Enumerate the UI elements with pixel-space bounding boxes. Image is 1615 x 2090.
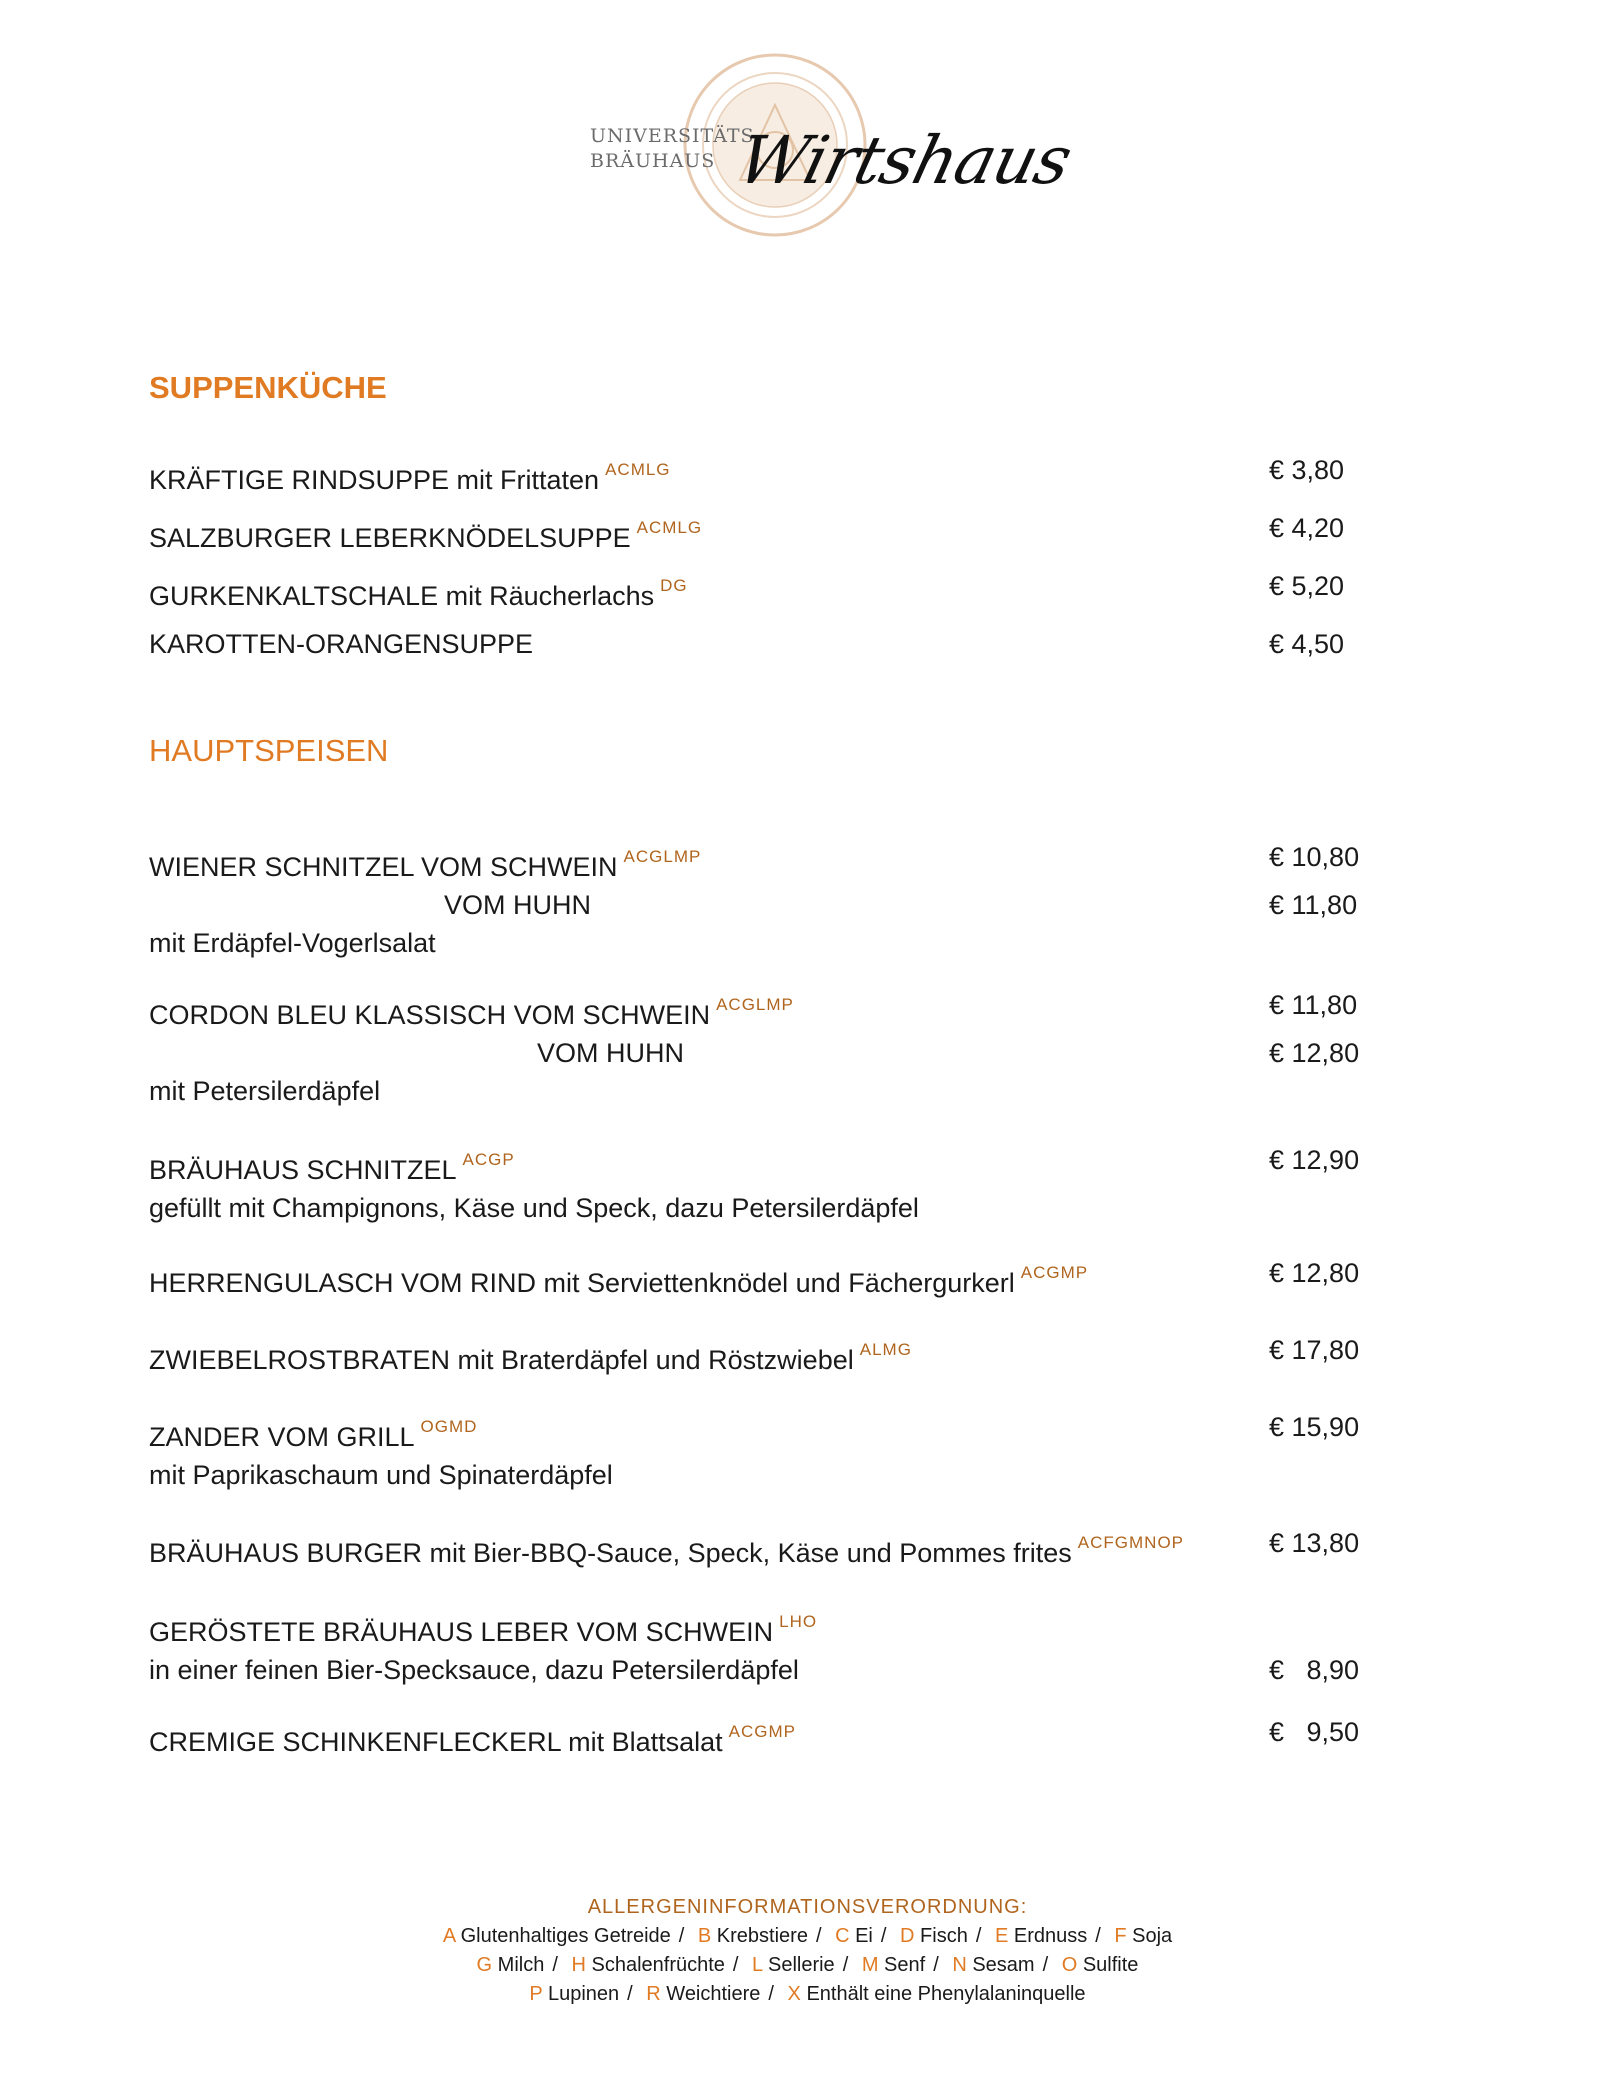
allergen-code: C bbox=[835, 1925, 850, 1947]
item-variant bbox=[149, 1034, 1369, 1072]
allergen-code: E bbox=[994, 1925, 1009, 1947]
allergen-code: P bbox=[529, 1983, 543, 2005]
allergen-legend bbox=[0, 1893, 1615, 2009]
item-price: € 10,80 bbox=[1269, 842, 1360, 872]
menu-item bbox=[149, 1141, 1369, 1227]
allergen-codes: ACGLMP bbox=[623, 847, 702, 866]
allergen-codes: ACGMP bbox=[1020, 1263, 1089, 1282]
item-price: € 12,80 bbox=[1269, 1258, 1360, 1288]
allergen-code: M bbox=[861, 1954, 879, 1976]
allergen-code: L bbox=[752, 1954, 763, 1976]
menu-item bbox=[149, 625, 1369, 663]
item-name: BRÄUHAUS BURGER mit Bier-BBQ-Sauce, Speck, Käse und Pommes frites bbox=[149, 1538, 1072, 1568]
allergen-label: Ei bbox=[855, 1925, 873, 1947]
allergen-label: Sellerie bbox=[767, 1954, 835, 1976]
allergen-codes: ACMLG bbox=[605, 460, 671, 479]
item-name: HERRENGULASCH VOM RIND mit Serviettenknödel und Fächergurkerl bbox=[149, 1268, 1015, 1298]
section-title-mains: HAUPTSPEISEN bbox=[149, 733, 389, 768]
allergen-label: Glutenhaltiges Getreide bbox=[460, 1925, 671, 1947]
allergen-code: D bbox=[900, 1925, 915, 1947]
menu-item bbox=[149, 1524, 1369, 1572]
allergen-code: O bbox=[1061, 1954, 1078, 1976]
item-price: € 12,90 bbox=[1269, 1145, 1360, 1175]
item-price: € 17,80 bbox=[1269, 1335, 1360, 1365]
section-title-soups: SUPPENKÜCHE bbox=[149, 370, 387, 405]
item-price: € 8,90 bbox=[1269, 1655, 1360, 1685]
item-name: SALZBURGER LEBERKNÖDELSUPPE bbox=[149, 523, 631, 553]
allergen-codes: ACGP bbox=[462, 1150, 515, 1169]
allergen-codes: ACGMP bbox=[728, 1722, 796, 1741]
item-price: € 3,80 bbox=[1269, 455, 1345, 485]
allergen-codes: ACFGMNOP bbox=[1077, 1533, 1185, 1552]
item-price: € 4,20 bbox=[1269, 513, 1345, 543]
allergen-label: Schalenfrüchte bbox=[591, 1954, 725, 1976]
variant-name: VOM HUHN bbox=[537, 1038, 684, 1068]
allergen-label: Enthält eine Phenylalaninquelle bbox=[806, 1983, 1086, 2005]
allergen-label: Lupinen bbox=[547, 1983, 620, 2005]
item-name: KAROTTEN-ORANGENSUPPE bbox=[149, 629, 534, 659]
item-name: CORDON BLEU KLASSISCH VOM SCHWEIN bbox=[149, 1000, 711, 1030]
variant-price: € 12,80 bbox=[1269, 1038, 1360, 1068]
allergen-label: Soja bbox=[1132, 1925, 1173, 1947]
menu-item bbox=[149, 1603, 1369, 1689]
allergen-code: B bbox=[697, 1925, 712, 1947]
item-name: WIENER SCHNITZEL VOM SCHWEIN bbox=[149, 852, 618, 882]
item-price: € 13,80 bbox=[1269, 1528, 1360, 1558]
allergen-label: Weichtiere bbox=[666, 1983, 761, 2005]
allergen-code: R bbox=[646, 1983, 661, 2005]
item-name: ZWIEBELROSTBRATEN mit Braterdäpfel und Röstzwiebel bbox=[149, 1345, 854, 1375]
menu-item bbox=[149, 1254, 1369, 1302]
item-price: € 15,90 bbox=[1269, 1412, 1360, 1442]
item-price: € 5,20 bbox=[1269, 571, 1345, 601]
allergen-label: Krebstiere bbox=[716, 1925, 808, 1947]
item-price: € 9,50 bbox=[1269, 1717, 1360, 1747]
allergen-codes: LHO bbox=[779, 1612, 818, 1631]
variant-name: VOM HUHN bbox=[444, 890, 591, 920]
allergen-label: Sesam bbox=[972, 1954, 1035, 1976]
allergen-label: Milch bbox=[497, 1954, 545, 1976]
allergen-codes: OGMD bbox=[420, 1417, 478, 1436]
allergen-label: Sulfite bbox=[1082, 1954, 1139, 1976]
allergen-row: P Lupinen / R Weichtiere / X Enthält eine Phenylalaninquelle bbox=[529, 1983, 1086, 2005]
logo bbox=[590, 50, 1079, 240]
allergen-row: A Glutenhaltiges Getreide / B Krebstiere / C Ei / D Fisch / E Erdnuss / F Soja bbox=[442, 1925, 1173, 1947]
variant-price: € 11,80 bbox=[1269, 890, 1358, 920]
item-description: mit Petersilerdäpfel bbox=[149, 1076, 381, 1106]
logo-line-2: BRÄUHAUS bbox=[590, 150, 716, 172]
allergen-codes: ACGLMP bbox=[716, 995, 794, 1014]
menu-item bbox=[149, 838, 1369, 962]
item-name: GURKENKALTSCHALE mit Räucherlachs bbox=[149, 581, 655, 611]
allergen-label: Fisch bbox=[920, 1925, 968, 1947]
allergen-codes: DG bbox=[660, 576, 688, 595]
item-name: BRÄUHAUS SCHNITZEL bbox=[149, 1155, 457, 1185]
menu-item bbox=[149, 986, 1369, 1110]
item-description-row bbox=[149, 1651, 1369, 1689]
menu-item bbox=[149, 509, 1369, 557]
allergen-codes: ACMLG bbox=[636, 518, 703, 537]
item-name: GERÖSTETE BRÄUHAUS LEBER VOM SCHWEIN bbox=[149, 1617, 774, 1647]
allergen-code: N bbox=[952, 1954, 967, 1976]
allergen-codes: ALMG bbox=[859, 1340, 912, 1359]
item-name: ZANDER VOM GRILL bbox=[149, 1422, 415, 1452]
allergen-code: H bbox=[571, 1954, 586, 1976]
logo-wordmark bbox=[590, 124, 755, 174]
item-description: mit Paprikaschaum und Spinaterdäpfel bbox=[149, 1460, 613, 1490]
logo-line-1: UNIVERSITÄTS bbox=[590, 125, 755, 147]
item-description: in einer feinen Bier-Specksauce, dazu Petersilerdäpfel bbox=[149, 1655, 799, 1685]
logo-script: Wirtshaus bbox=[730, 122, 1079, 199]
menu-item bbox=[149, 1408, 1369, 1494]
menu-item bbox=[149, 451, 1369, 499]
item-variant bbox=[149, 886, 1369, 924]
allergen-code: F bbox=[1114, 1925, 1127, 1947]
menu-item bbox=[149, 1713, 1369, 1761]
allergen-label: Senf bbox=[884, 1954, 926, 1976]
allergen-code: X bbox=[787, 1983, 801, 2005]
allergen-code: A bbox=[442, 1925, 456, 1947]
menu-item bbox=[149, 567, 1369, 615]
allergen-code: G bbox=[476, 1954, 493, 1976]
allergen-label: Erdnuss bbox=[1013, 1925, 1088, 1947]
item-price: € 4,50 bbox=[1269, 629, 1345, 659]
item-name: KRÄFTIGE RINDSUPPE mit Frittaten bbox=[149, 465, 600, 495]
allergen-legend-title: ALLERGENINFORMATIONSVERORDNUNG: bbox=[587, 1896, 1028, 1918]
allergen-row: G Milch / H Schalenfrüchte / L Sellerie / M Senf / N Sesam / O Sulfite bbox=[476, 1954, 1139, 1976]
item-price: € 11,80 bbox=[1269, 990, 1358, 1020]
item-name: CREMIGE SCHINKENFLECKERL mit Blattsalat bbox=[149, 1727, 723, 1757]
item-description: mit Erdäpfel-Vogerlsalat bbox=[149, 928, 436, 958]
menu-item bbox=[149, 1331, 1369, 1379]
item-description: gefüllt mit Champignons, Käse und Speck, dazu Petersilerdäpfel bbox=[149, 1193, 919, 1223]
